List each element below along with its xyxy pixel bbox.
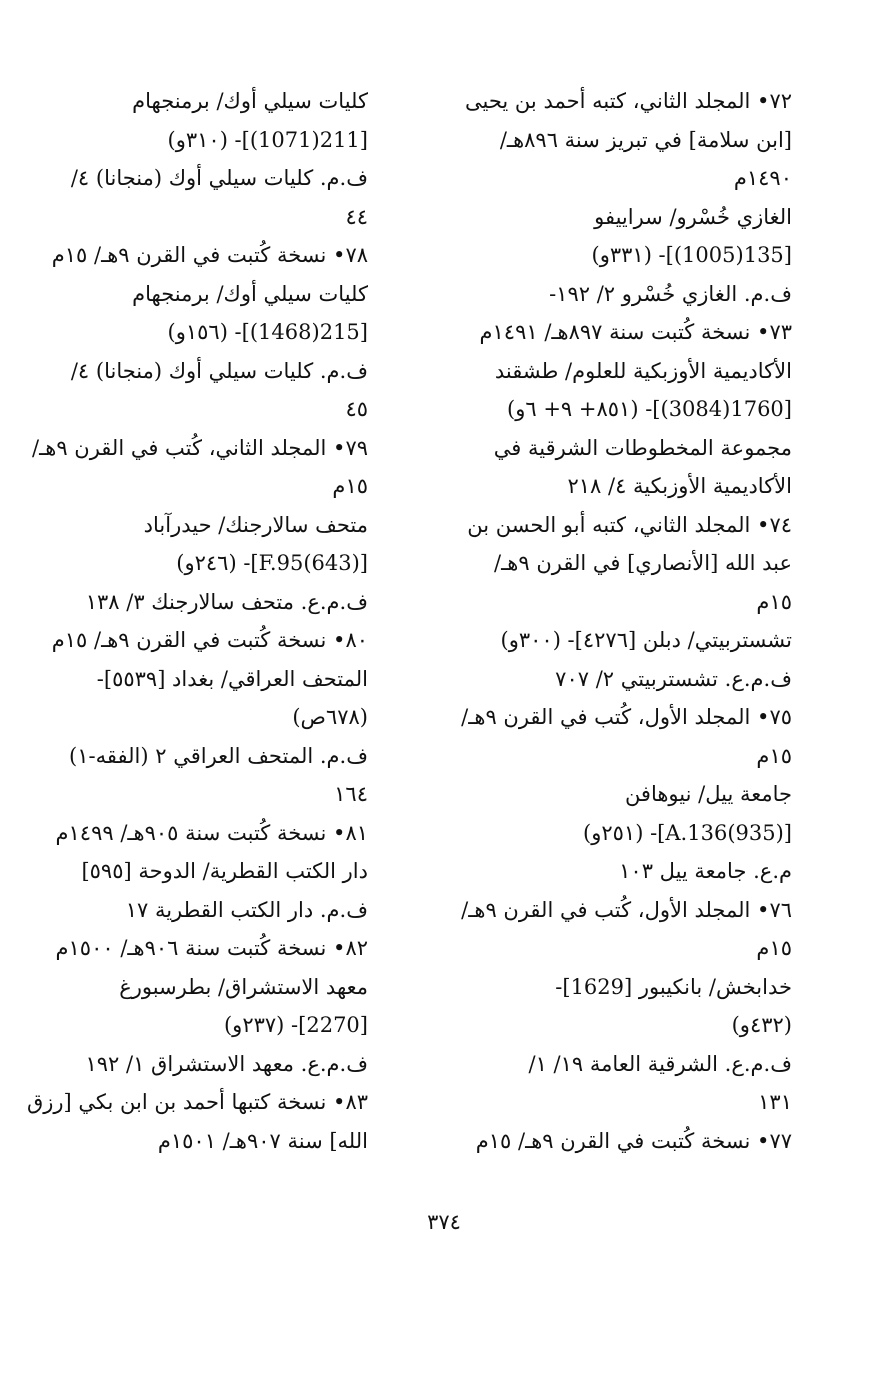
entry-line: [F.95(643)]- (٢٤٦و) bbox=[176, 551, 368, 575]
entry-line: [A.136(935)]- (٢٥١و) bbox=[583, 820, 792, 845]
entry-line: (٦٧٨ص) bbox=[292, 705, 368, 729]
entry-line: ١٦٤ bbox=[334, 782, 368, 806]
page-number: ٣٧٤ bbox=[427, 1210, 461, 1234]
entry-line: [211(1071)]- (٣١٠و) bbox=[167, 127, 368, 152]
entry-line: ٧٥• المجلد الأول، كُتب في القرن ٩هـ/ bbox=[461, 705, 792, 729]
catalog-entry-76 bbox=[447, 891, 792, 1122]
catalog-entry-83 bbox=[23, 1083, 368, 1160]
entry-line: ٤٤ bbox=[345, 204, 368, 229]
entry-line: ٧٢• المجلد الثاني، كتبه أحمد بن يحيى bbox=[465, 89, 792, 113]
entry-line: ٧٧• نسخة كُتبت في القرن ٩هـ/ ١٥م bbox=[475, 1128, 792, 1153]
entry-line: ف.م.ع. تشستربيتي ٢/ ٧٠٧ bbox=[555, 666, 792, 691]
entry-line: ٤٥ bbox=[345, 397, 368, 421]
catalog-entry-77 bbox=[447, 1122, 792, 1161]
entry-line: ٨١• نسخة كُتبت سنة ٩٠٥هـ/ ١٤٩٩م bbox=[55, 820, 368, 845]
entry-line: كليات سيلي أوك/ برمنجهام bbox=[132, 89, 368, 113]
entry-line: ف.م. كليات سيلي أوك (منجانا) ٤/ bbox=[70, 358, 368, 383]
catalog-entry-73 bbox=[447, 313, 792, 506]
entry-line: خدابخش/ بانكيبور [1629]- bbox=[555, 974, 792, 999]
catalog-entry-77-continued bbox=[23, 82, 368, 236]
catalog-entry-74 bbox=[447, 506, 792, 699]
catalog-entry-81 bbox=[23, 814, 368, 930]
entry-line: [1760(3084)]- (٨٥١+ ٩+ ٦و) bbox=[507, 397, 792, 421]
entry-line: ف.م. المتحف العراقي ٢ (الفقه-١) bbox=[69, 743, 368, 768]
entry-line: ٨٣• نسخة كتبها أحمد بن ابن بكي [رزق bbox=[26, 1090, 368, 1114]
entry-line: ٧٩• المجلد الثاني، كُتب في القرن ٩هـ/ bbox=[32, 435, 368, 460]
entry-line: ٧٤• المجلد الثاني، كتبه أبو الحسن بن bbox=[467, 512, 792, 537]
entry-line: الغازي خُسْرو/ سراييفو bbox=[594, 204, 792, 229]
entry-line: مجموعة المخطوطات الشرقية في bbox=[493, 435, 792, 460]
entry-line: ١٤٩٠م bbox=[733, 166, 792, 190]
entry-line: ف.م.ع. الشرقية العامة ١٩/ ١/ bbox=[528, 1051, 792, 1076]
entry-line: ١٥م bbox=[332, 474, 368, 498]
entry-line: معهد الاستشراق/ بطرسبورغ bbox=[119, 974, 368, 999]
entry-line: ٨٠• نسخة كُتبت في القرن ٩هـ/ ١٥م bbox=[51, 628, 368, 652]
catalog-entry-72 bbox=[447, 82, 792, 313]
entry-line: [135(1005)]- (٣٣١و) bbox=[591, 243, 792, 267]
catalog-entry-79 bbox=[23, 429, 368, 622]
entry-line: ف.م. كليات سيلي أوك (منجانا) ٤/ bbox=[70, 166, 368, 190]
entry-line: كليات سيلي أوك/ برمنجهام bbox=[132, 281, 368, 306]
entry-line: الله] سنة ٩٠٧هـ/ ١٥٠١م bbox=[157, 1128, 368, 1153]
entry-line: ٧٦• المجلد الأول، كُتب في القرن ٩هـ/ bbox=[461, 897, 792, 922]
catalog-entry-75 bbox=[447, 698, 792, 891]
entry-line: ف.م. دار الكتب القطرية ١٧ bbox=[125, 897, 368, 922]
entry-line: (٤٣٢و) bbox=[731, 1013, 792, 1037]
entry-line: تشستربيتي/ دبلن [٤٢٧٦]- (٣٠٠و) bbox=[500, 628, 792, 652]
entry-line: ٧٨• نسخة كُتبت في القرن ٩هـ/ ١٥م bbox=[51, 243, 368, 267]
left-column bbox=[23, 82, 368, 1160]
entry-line: ١٥م bbox=[756, 589, 792, 614]
entry-line: جامعة ييل/ نيوهافن bbox=[624, 782, 792, 806]
entry-line: الأكاديمية الأوزبكية ٤/ ٢١٨ bbox=[567, 474, 792, 498]
entry-line: عبد الله [الأنصاري] في القرن ٩هـ/ bbox=[494, 551, 792, 575]
entry-line: [215(1468)]- (١٥٦و) bbox=[167, 320, 368, 344]
catalog-entry-78 bbox=[23, 236, 368, 429]
entry-line: ف.م.ع. معهد الاستشراق ١/ ١٩٢ bbox=[85, 1051, 368, 1076]
entry-line: ف.م. الغازي خُسْرو ٢/ ١٩٢- bbox=[549, 281, 792, 306]
catalog-entry-82 bbox=[23, 929, 368, 1083]
entry-line: [2270]- (٢٣٧و) bbox=[223, 1013, 368, 1037]
catalog-entry-80 bbox=[23, 621, 368, 814]
entry-line: ٨٢• نسخة كُتبت سنة ٩٠٦هـ/ ١٥٠٠م bbox=[55, 936, 368, 960]
entry-line: ١٣١ bbox=[758, 1090, 792, 1114]
entry-line: المتحف العراقي/ بغداد [٥٥٣٩]- bbox=[96, 666, 368, 691]
right-column bbox=[447, 82, 792, 1160]
entry-line: ٧٣• نسخة كُتبت سنة ٨٩٧هـ/ ١٤٩١م bbox=[479, 320, 792, 344]
entry-line: الأكاديمية الأوزبكية للعلوم/ طشقند bbox=[494, 358, 792, 383]
entry-line: ١٥م bbox=[756, 743, 792, 768]
entry-line: ١٥م bbox=[756, 936, 792, 960]
entry-line: [ابن سلامة] في تبريز سنة ٨٩٦هـ/ bbox=[499, 127, 792, 152]
entry-line: م.ع. جامعة ييل ١٠٣ bbox=[619, 859, 792, 883]
entry-line: دار الكتب القطرية/ الدوحة [٥٩٥] bbox=[81, 859, 368, 883]
entry-line: متحف سالارجنك/ حيدرآباد bbox=[143, 512, 368, 537]
entry-line: ف.م.ع. متحف سالارجنك ٣/ ١٣٨ bbox=[85, 589, 368, 614]
